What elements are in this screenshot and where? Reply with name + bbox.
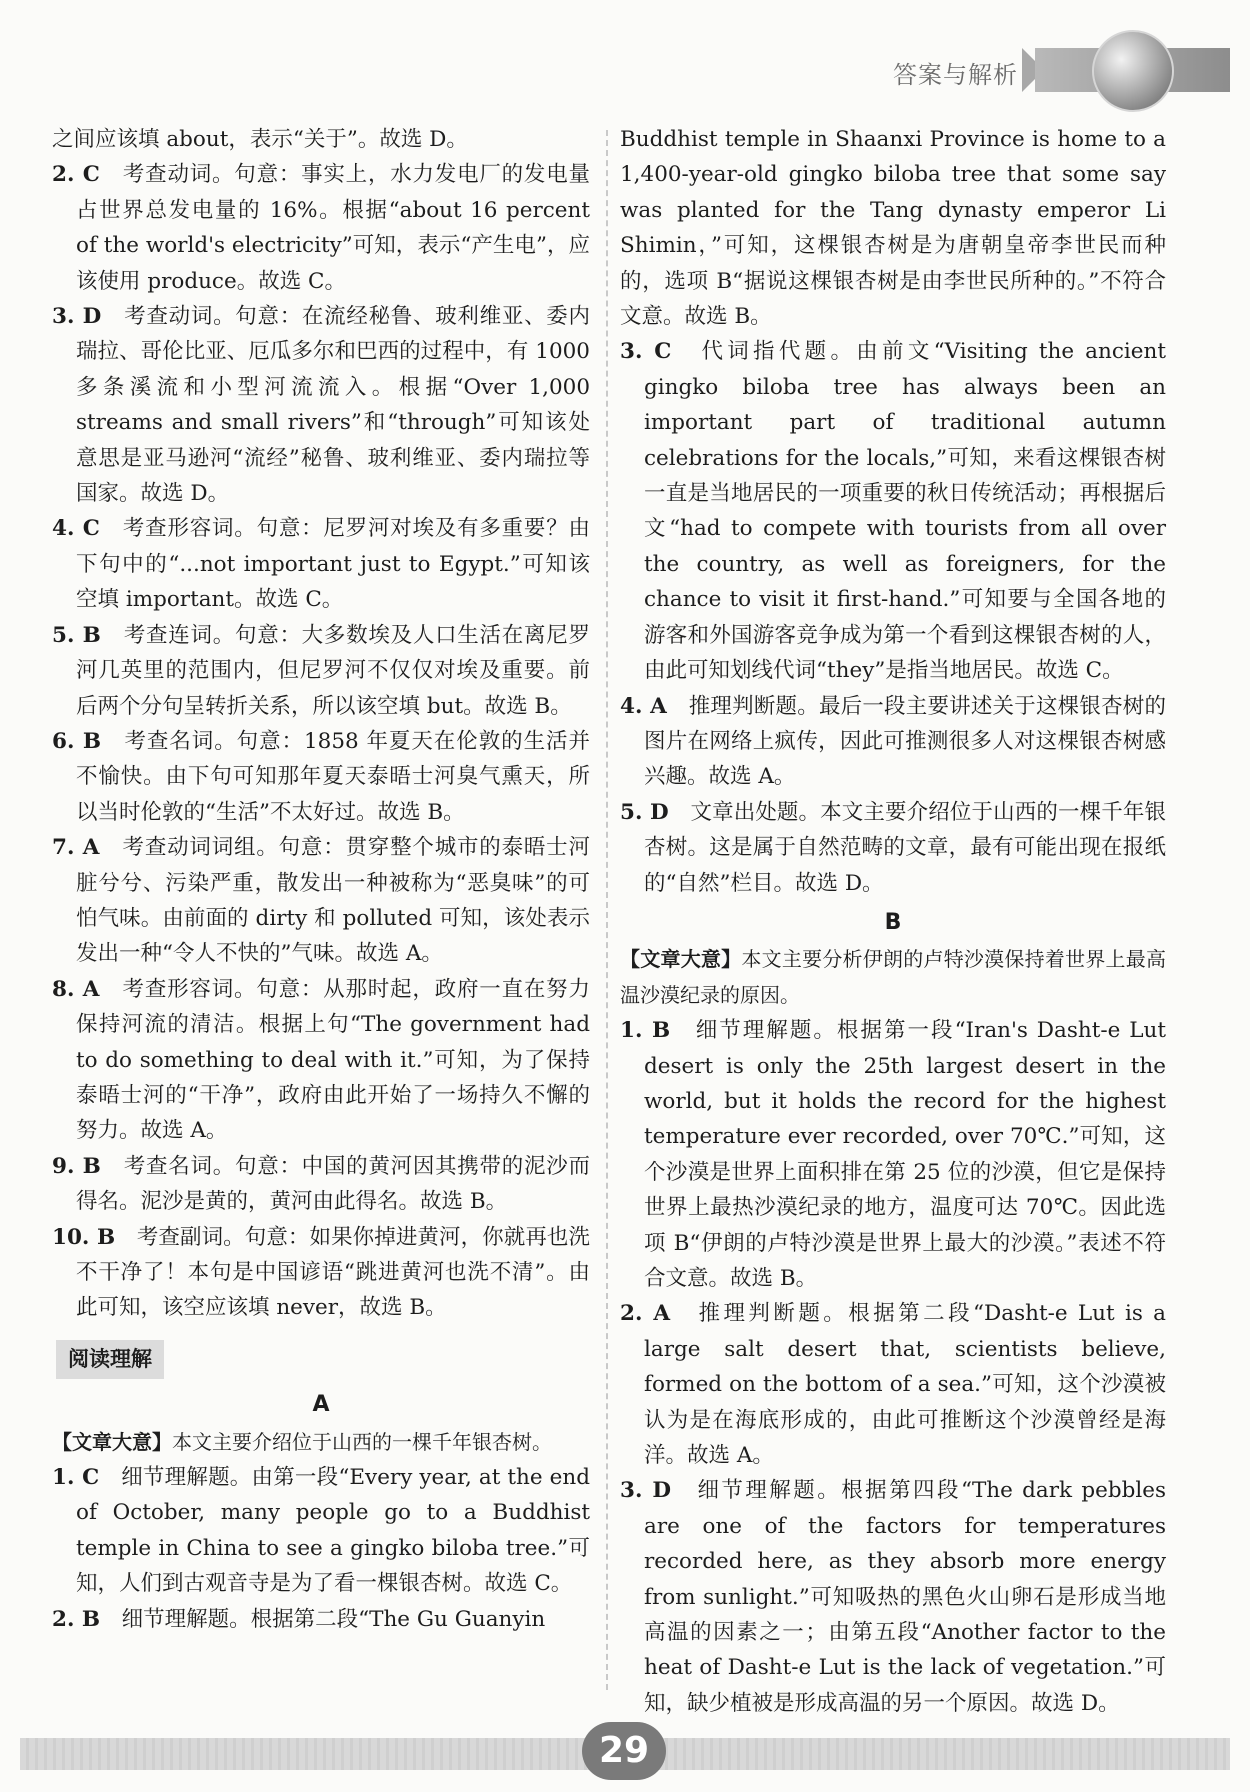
answer-number: 5. B — [52, 622, 101, 648]
answer-item — [52, 724, 590, 830]
passage-summary — [620, 942, 1166, 1013]
summary-text: 本文主要介绍位于山西的一棵千年银杏树。 — [172, 1429, 552, 1454]
answer-number: 6. B — [52, 728, 102, 754]
answer-text: 考查动词。句意：事实上，水力发电厂的发电量占世界总发电量的 16%。根据“about 16 percent of the world's electricity”可知，表示“产生电”，应该使用 produce。故选 C。 — [76, 162, 590, 294]
globe-icon — [1092, 30, 1174, 112]
answer-text: 考查形容词。句意：从那时起，政府一直在努力保持河流的清洁。根据上句“The government had to do something to deal with it.”可知，为了保持泰晤士河的“干净”，政府由此开始了一场持久不懈的努力。故选 A。 — [76, 976, 590, 1144]
answer-item — [52, 1460, 590, 1602]
answer-text: 推理判断题。最后一段主要讲述关于这棵银杏树的图片在网络上疯传，因此可推测很多人对这棵银杏树感兴趣。故选 A。 — [644, 693, 1166, 790]
answer-item — [620, 1473, 1166, 1721]
answer-text: 考查副词。句意：如果你掉进黄河，你就再也洗不干净了！本句是中国谚语“跳进黄河也洗不清”。由此可知，该空应该填 never，故选 B。 — [76, 1224, 590, 1321]
answer-text: 考查连词。句意：大多数埃及人口生活在离尼罗河几英里的范围内，但尼罗河不仅仅对埃及重要。前后两个分句呈转折关系，所以该空填 but。故选 B。 — [76, 622, 590, 719]
answer-item — [52, 830, 590, 972]
answer-number: 1. C — [52, 1465, 100, 1491]
answer-item — [620, 689, 1166, 795]
answer-text: 文章出处题。本文主要介绍位于山西的一棵千年银杏树。这是属于自然范畴的文章，最有可能出现在报纸的“自然”栏目。故选 D。 — [644, 799, 1166, 896]
answer-text: 之间应该填 about，表示“关于”。故选 D。 — [52, 127, 468, 152]
left-column — [52, 122, 590, 1637]
answer-text: 考查名词。句意：中国的黄河因其携带的泥沙而得名。泥沙是黄的，黄河由此得名。故选 B。 — [76, 1153, 590, 1215]
answer-item — [620, 1013, 1166, 1296]
answer-item — [52, 122, 590, 157]
answer-number: 8. A — [52, 976, 100, 1002]
answer-number: 3. D — [620, 1478, 672, 1504]
answer-text: 细节理解题。根据第一段“Iran's Dasht-e Lut desert is only the 25th largest desert in the world, but it holds the record for the highest temperature ever recorded, over 70℃.”可知，这个沙漠是世界上面积排在第 25 位的沙漠，但它是保持世界上最热沙漠纪录的地方，温度可达 70℃。因此选项 B“伊朗的卢特沙漠是世界上最大的沙漠。”表述不符合文意。故选 B。 — [644, 1018, 1166, 1291]
answer-number: 2. B — [52, 1606, 101, 1632]
answer-number: 5. D — [620, 799, 669, 825]
passage-summary — [52, 1425, 590, 1460]
answer-text: 细节理解题。根据第二段“The Gu Guanyin — [121, 1606, 546, 1632]
page-number: 29 — [582, 1722, 666, 1780]
summary-tag: 【文章大意】 — [620, 947, 742, 972]
answer-item — [52, 157, 590, 299]
answer-item — [620, 122, 1166, 334]
answer-item — [620, 334, 1166, 688]
answer-number: 10. B — [52, 1224, 116, 1250]
answer-item — [52, 1220, 590, 1326]
answer-item — [52, 511, 590, 617]
passage-letter: A — [312, 1392, 330, 1418]
answer-number: 7. A — [52, 835, 100, 861]
summary-tag: 【文章大意】 — [52, 1429, 172, 1454]
answer-item — [52, 618, 590, 724]
answer-text: 考查动词词组。句意：贯穿整个城市的泰晤士河脏兮兮、污染严重，散发出一种被称为“恶臭味”的可怕气味。由前面的 dirty 和 polluted 可知，该处表示发出一种“令人不快的”气味。故选 A。 — [76, 835, 590, 967]
answer-text: Buddhist temple in Shaanxi Province is home to a 1,400-year-old gingko biloba tree that some say was planted for the Tang dynasty emperor Li Shimin，”可知，这棵银杏树是为唐朝皇帝李世民而种的，选项 B“据说这棵银杏树是由李世民所种的。”不符合文意。故选 B。 — [620, 127, 1166, 330]
answer-number: 1. B — [620, 1018, 671, 1044]
header-title: 答案与解析 — [893, 61, 1018, 89]
answer-item — [52, 972, 590, 1149]
answer-number: 2. C — [52, 162, 100, 188]
summary-text: 本文主要分析伊朗的卢特沙漠保持着世界上最高温沙漠纪录的原因。 — [620, 947, 1167, 1007]
answer-text: 考查形容词。句意：尼罗河对埃及有多重要？由下句中的“...not important just to Egypt.”可知该空填 important。故选 C。 — [76, 516, 590, 613]
answer-number: 3. D — [52, 304, 102, 330]
answer-item — [52, 1602, 590, 1637]
answer-text: 考查名词。句意：1858 年夏天在伦敦的生活并不愉快。由下句可知那年夏天泰晤士河臭气熏天，所以当时伦敦的“生活”不太好过。故选 B。 — [76, 728, 590, 825]
answer-number: 3. C — [620, 339, 672, 365]
section-title: 阅读理解 — [56, 1340, 164, 1379]
answer-text: 考查动词。句意：在流经秘鲁、玻利维亚、委内瑞拉、哥伦比亚、厄瓜多尔和巴西的过程中，有 1000 多条溪流和小型河流流入。根据“Over 1,000 streams and small rivers”和“through”可知该处意思是亚马逊河“流经”秘鲁、玻利维亚、委内瑞拉等国家。故选 D。 — [76, 304, 590, 507]
right-column — [620, 122, 1166, 1721]
answer-text: 细节理解题。根据第四段“The dark pebbles are one of the factors for temperatures recorded here, as they absorb more energy from sunlight.”可知吸热的黑色火山卵石是形成当地高温的因素之一；由第五段“Another factor to the heat of Dasht-e Lut is the lack of vegetation.”可知，缺少植被是形成高温的另一个原因。故选 D。 — [644, 1478, 1166, 1716]
answer-number: 4. A — [620, 693, 667, 719]
answer-item — [52, 299, 590, 511]
answer-number: 9. B — [52, 1153, 101, 1179]
column-divider — [606, 130, 608, 1690]
passage-letter: B — [884, 909, 902, 935]
answer-number: 2. A — [620, 1301, 671, 1327]
answer-item — [620, 1296, 1166, 1473]
answer-text: 细节理解题。由第一段“Every year, at the end of October, many people go to a Buddhist temple in China to see a gingko biloba tree.”可知，人们到古观音寺是为了看一棵银杏树。故选 C。 — [76, 1465, 590, 1597]
answer-number: 4. C — [52, 516, 100, 542]
answer-item — [620, 795, 1166, 901]
answer-item — [52, 1149, 590, 1220]
answer-text: 推理判断题。根据第二段“Dasht-e Lut is a large salt desert that, scientists believe, formed on the bottom of a sea.”可知，这个沙漠被认为是在海底形成的，由此可推断这个沙漠曾经是海洋。故选 A。 — [644, 1301, 1166, 1469]
answer-text: 代词指代题。由前文“Visiting the ancient gingko biloba tree has always been an important part of traditional autumn celebrations for the locals,”可知，来看这棵银杏树一直是当地居民的一项重要的秋日传统活动；再根据后文“had to compete with tourists from all over the country, as well as foreigners, for the chance to visit it first-hand.”可知要与全国各地的游客和外国游客竞争成为第一个看到这棵银杏树的人，由此可知划线代词“they”是指当地居民。故选 C。 — [644, 339, 1166, 684]
